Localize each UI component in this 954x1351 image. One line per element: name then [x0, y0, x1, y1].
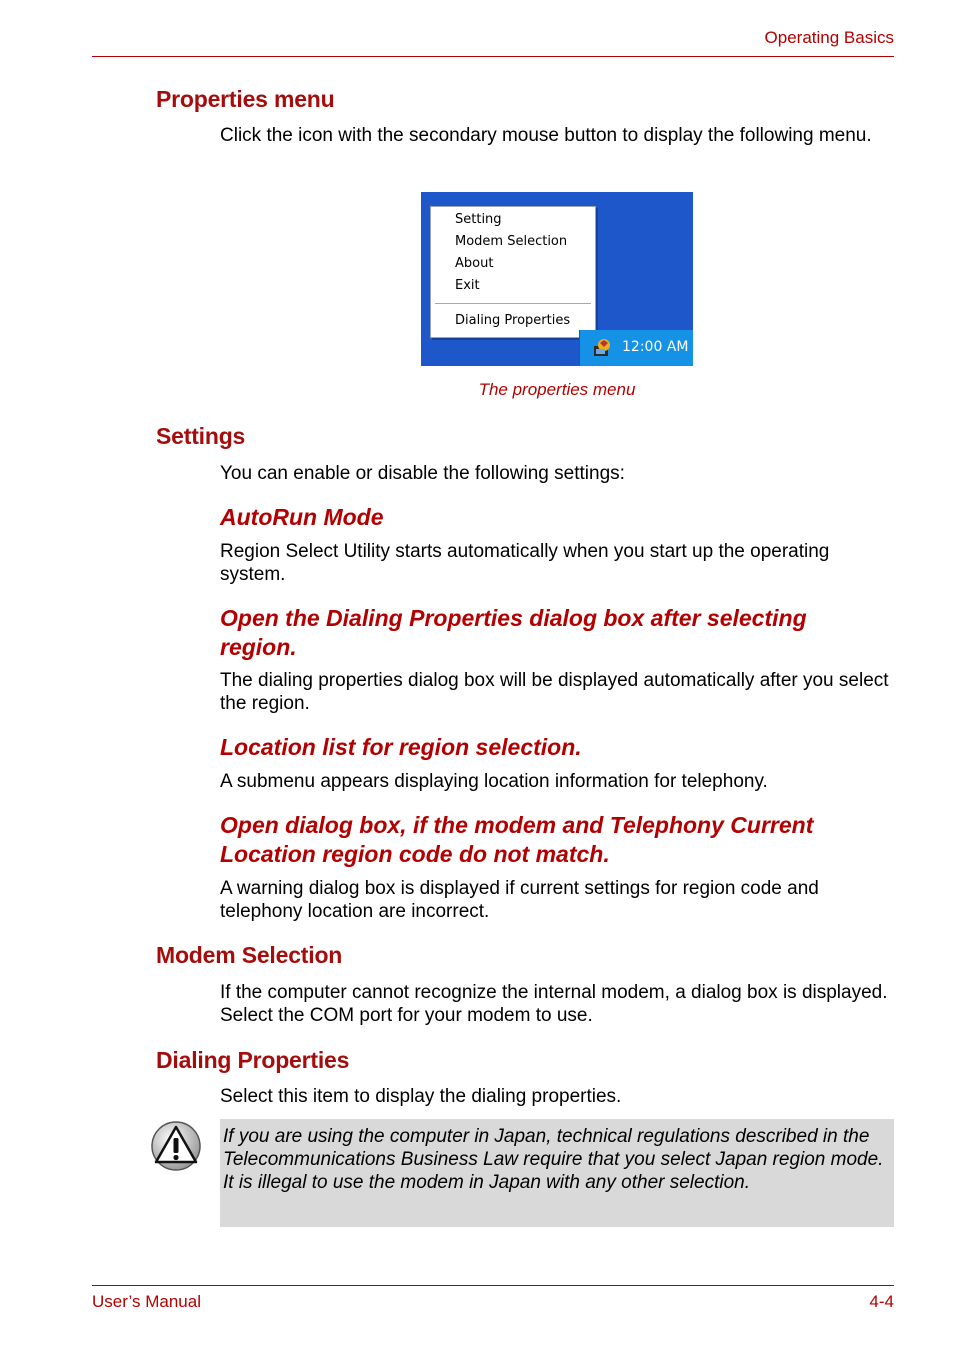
context-menu: [430, 206, 596, 338]
para-dialing-properties: Select this item to display the dialing properties.: [220, 1086, 622, 1107]
footer-rule: [92, 1285, 894, 1286]
heading-open-dialing: Open the Dialing Properties dialog box after selecting region.: [220, 605, 807, 660]
heading-dialing-properties: Dialing Properties: [156, 1047, 350, 1073]
para-properties-menu: Click the icon with the secondary mouse button to display the following menu.: [220, 125, 872, 146]
heading-modem-selection: Modem Selection: [156, 942, 343, 968]
para-autorun: Region Select Utility starts automatically when you start up the operating system.: [220, 541, 830, 585]
note-box: [220, 1119, 894, 1227]
menu-item-setting: Setting: [455, 212, 502, 227]
system-tray: [579, 330, 693, 366]
heading-settings: Settings: [156, 423, 246, 449]
para-modem-selection: If the computer cannot recognize the internal modem, a dialog box is displayed. Select the COM port for your modem to use.: [220, 982, 888, 1026]
menu-item-dialing-properties: Dialing Properties: [455, 313, 571, 328]
region-utility-icon: [592, 338, 612, 358]
para-location-list: A submenu appears displaying location information for telephony.: [220, 771, 768, 792]
heading-properties-menu: Properties menu: [156, 86, 335, 112]
footer-manual-title: User’s Manual: [92, 1292, 201, 1311]
warning-icon: [150, 1120, 202, 1172]
heading-open-dialog: Open dialog box, if the modem and Telephony Current Location region code do not match.: [220, 812, 814, 867]
para-settings: You can enable or disable the following settings:: [220, 463, 625, 484]
menu-screenshot: [421, 192, 693, 366]
figure-caption: The properties menu: [478, 380, 636, 399]
menu-separator: [435, 303, 591, 304]
menu-item-about: About: [455, 256, 494, 271]
para-open-dialing: The dialing properties dialog box will be displayed automatically after you select the region.: [220, 670, 889, 714]
para-open-dialog: A warning dialog box is displayed if current settings for region code and telephony location are incorrect.: [220, 878, 819, 922]
note-text: If you are using the computer in Japan, technical regulations described in the Telecommunications Business Law require that you select Japan region mode. It is illegal to use the modem in Japan with any other selection.: [223, 1126, 884, 1193]
heading-location-list: Location list for region selection.: [220, 734, 582, 760]
header-rule: [92, 56, 894, 57]
running-header: Operating Basics: [764, 28, 894, 47]
heading-autorun: AutoRun Mode: [220, 504, 384, 530]
menu-item-modem-selection: Modem Selection: [455, 234, 568, 249]
footer-page-number: 4-4: [869, 1292, 894, 1311]
tray-clock: 12:00 AM: [622, 339, 689, 355]
menu-item-exit: Exit: [455, 278, 480, 293]
